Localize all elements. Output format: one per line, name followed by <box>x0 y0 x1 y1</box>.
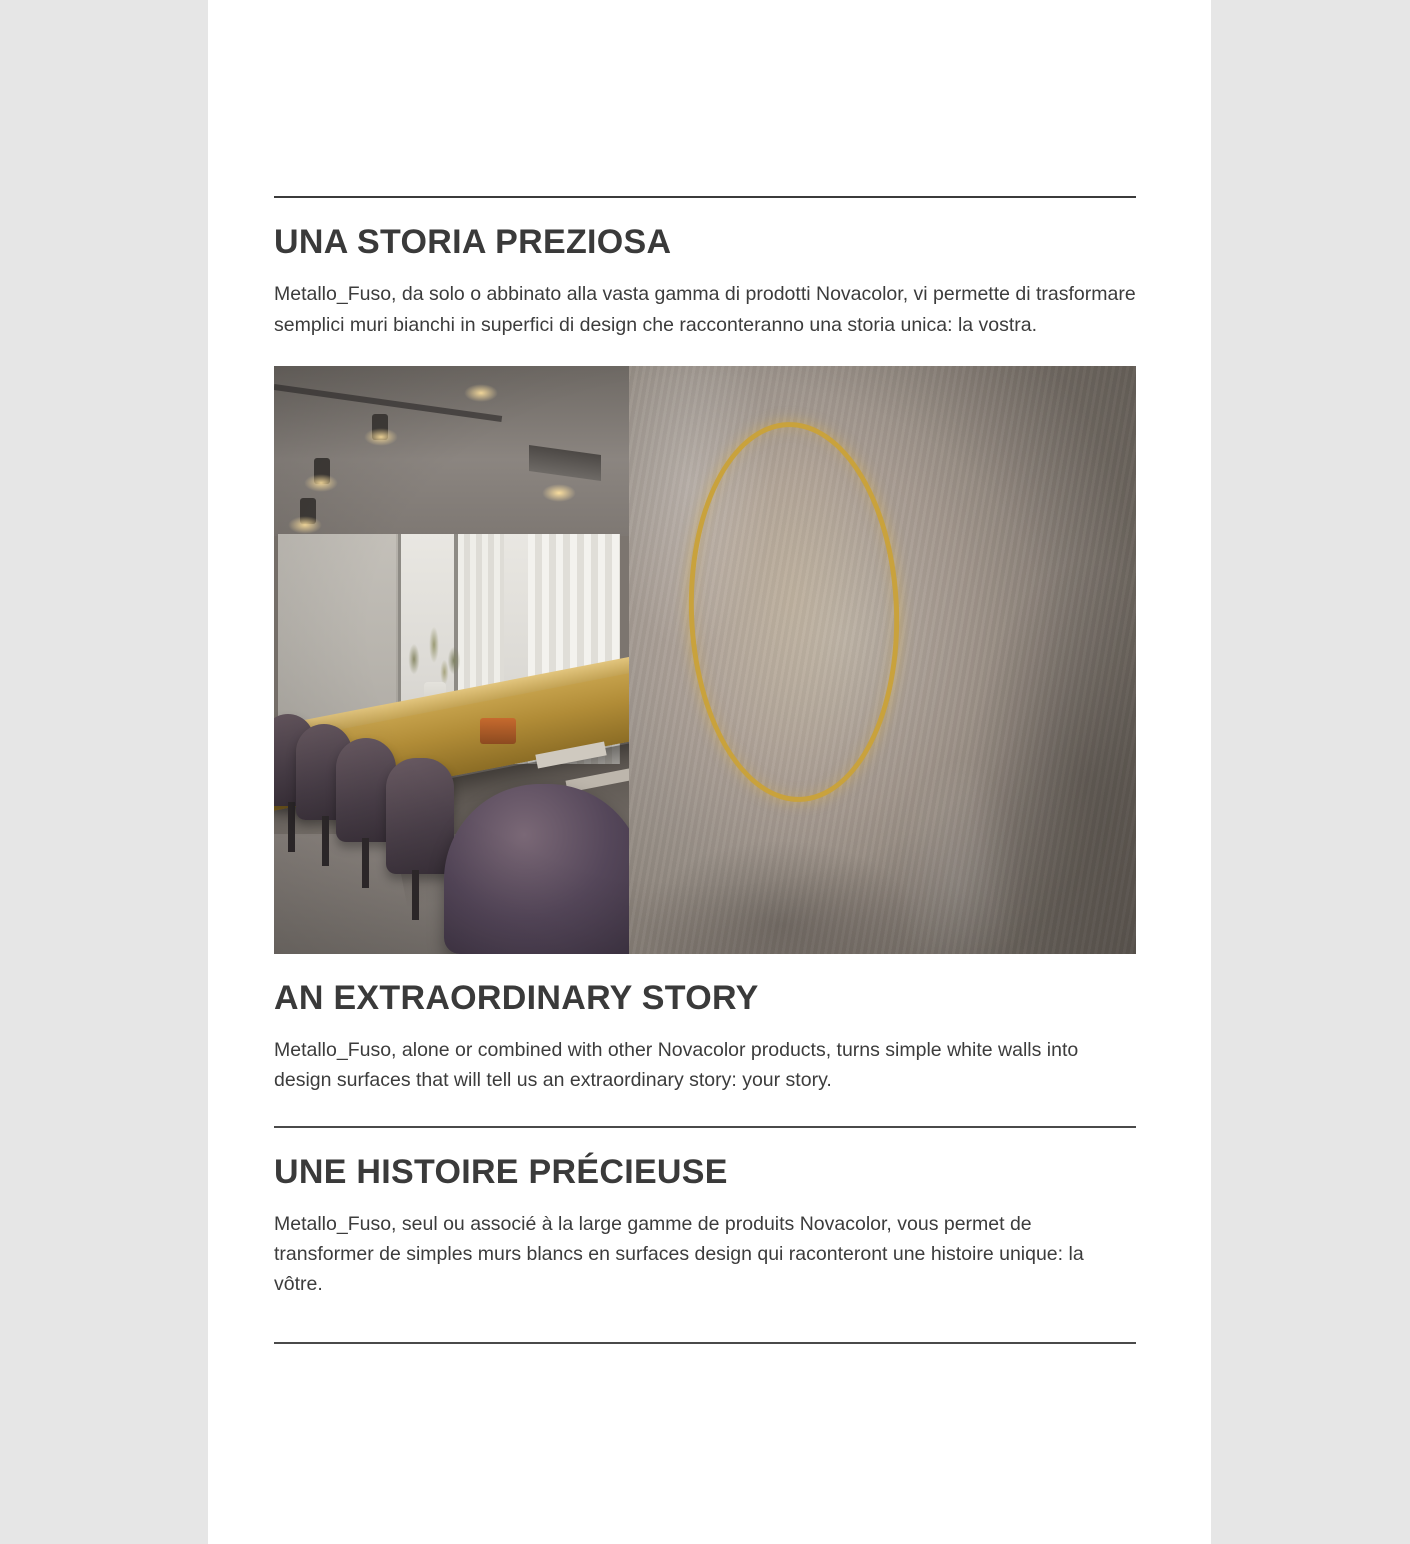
lamp-glow <box>464 384 498 402</box>
section-body-french: Metallo_Fuso, seul ou associé à la large gamme de produits Novacolor, vous permet de transformer de simples murs blancs en surfaces design qui raconteront une histoire unique: la vôtre. <box>274 1213 1084 1296</box>
document-page <box>208 0 1211 1544</box>
divider-top <box>274 196 1136 198</box>
bar-stool <box>386 758 454 874</box>
divider-middle <box>274 1126 1136 1128</box>
photo-right-wall <box>629 366 1136 954</box>
section-title-italian: UNA STORIA PREZIOSA <box>274 223 672 261</box>
interior-photo <box>274 366 1136 954</box>
photo-canvas <box>274 366 1136 954</box>
section-body-italian: Metallo_Fuso, da solo o abbinato alla vasta gamma di prodotti Novacolor, vi permette di trasformare semplici muri bianchi in superfici di design che racconteranno una storia unica: la vostra. <box>274 283 1136 336</box>
lamp-glow <box>288 516 322 534</box>
section-title-french: UNE HISTOIRE PRÉCIEUSE <box>274 1152 728 1191</box>
flower-arrangement <box>398 616 478 688</box>
lamp-glow <box>364 428 398 446</box>
condiment-caddy <box>480 718 516 744</box>
divider-bottom <box>274 1342 1136 1344</box>
lamp-glow <box>304 474 338 492</box>
document-content <box>274 196 1136 1344</box>
section-title-english: AN EXTRAORDINARY STORY <box>274 978 759 1017</box>
lamp-glow <box>542 484 576 502</box>
section-body-english: Metallo_Fuso, alone or combined with other Novacolor products, turns simple white walls into design surfaces that will tell us an extraordinary story: your story. <box>274 1039 1079 1092</box>
photo-left-interior <box>274 366 630 954</box>
